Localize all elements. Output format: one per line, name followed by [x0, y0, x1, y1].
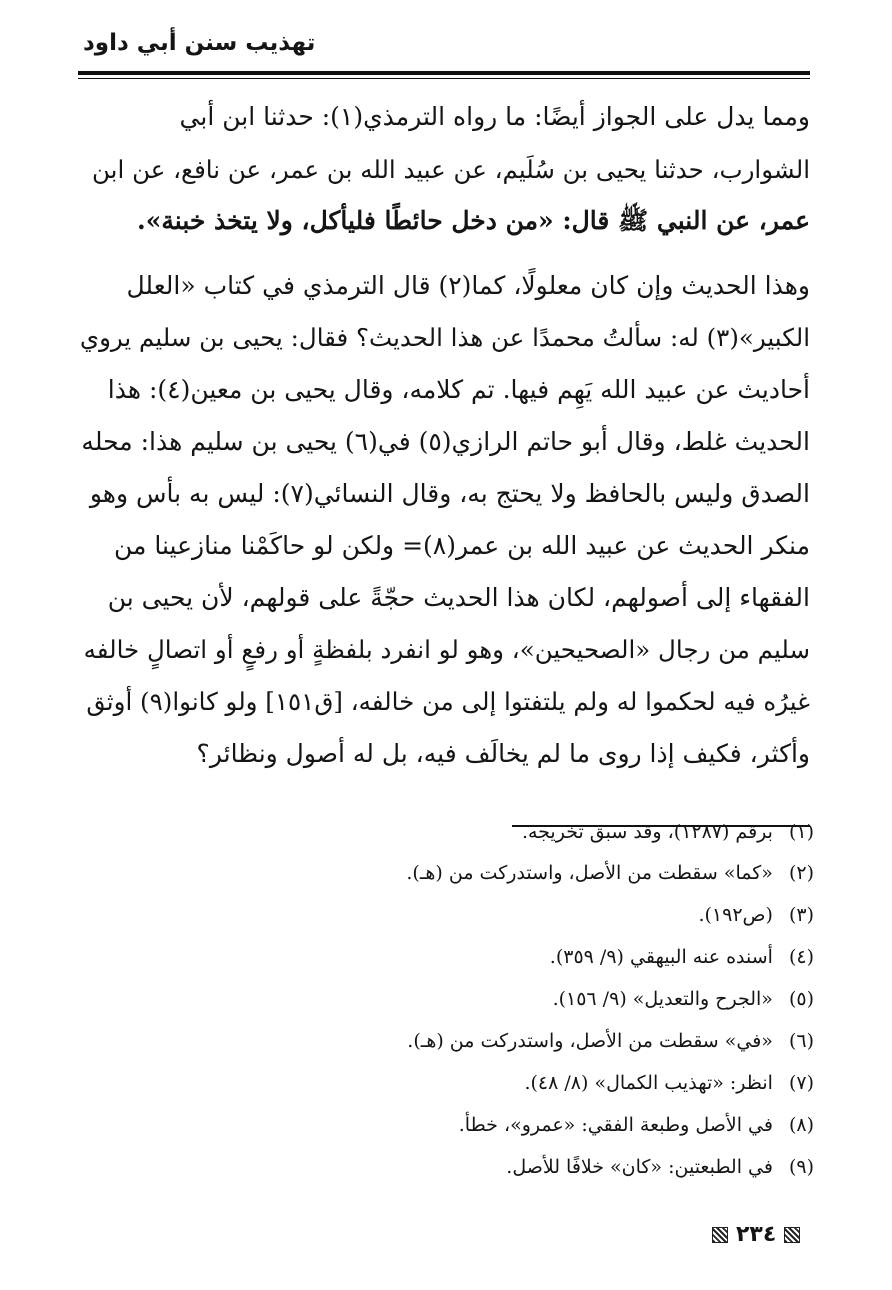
running-title: تهذيب سنن أبي داود — [83, 30, 316, 56]
footnote-text: «كما» سقطت من الأصل، واستدركت من (هـ). — [406, 862, 773, 884]
footnote-text: في الطبعتين: «كان» خلافًا للأصل. — [506, 1156, 773, 1178]
footnote-text: (ص١٩٢). — [698, 904, 773, 926]
footnote-text: في الأصل وطبعة الفقي: «عمرو»، خطأ. — [458, 1114, 773, 1136]
footnote — [522, 817, 814, 847]
footnote-number: (١) — [788, 821, 814, 843]
footnote-text: «في» سقطت من الأصل، واستدركت من (هـ). — [407, 1030, 773, 1052]
footnote — [550, 942, 814, 972]
body-line: أحاديث عن عبيد الله يَهِم فيها. تم كلامه، وقال يحيى بن معين(٤): هذا — [107, 375, 810, 404]
page-footer — [710, 1222, 802, 1247]
footnote-text: انظر: «تهذيب الكمال» (٨/ ٤٨). — [524, 1072, 773, 1094]
body-line: الفقهاء إلى أصولهم، لكان هذا الحديث حجّةً على قولهم، لأن يحيى بن — [107, 583, 810, 612]
footnote-text: «الجرح والتعديل» (٩/ ١٥٦). — [552, 988, 773, 1010]
footnote — [524, 1068, 814, 1098]
footnote — [506, 1152, 814, 1182]
footnote-number: (٥) — [788, 988, 814, 1010]
footnote — [407, 1026, 814, 1056]
body-line: الحديث غلط، وقال أبو حاتم الرازي(٥) في(٦) يحيى بن سليم هذا: محله — [81, 427, 810, 456]
body-line: الصدق وليس بالحافظ ولا يحتج به، وقال النسائي(٧): ليس به بأس وهو — [89, 479, 810, 508]
footnote — [459, 1110, 814, 1140]
footnote — [698, 900, 814, 930]
header-rule-thick — [78, 71, 810, 75]
footnote-number: (٧) — [788, 1072, 814, 1094]
ornament-icon — [782, 1225, 802, 1245]
footnote-number: (٤) — [788, 946, 814, 968]
body-line: غيرُه فيه لحكموا له ولم يلتفتوا إلى من خالفه، [ق١٥١] ولو كانوا(٩) أوثق — [86, 687, 810, 716]
footnote-text: أسنده عنه البيهقي (٩/ ٣٥٩). — [549, 946, 773, 968]
body-line: منكر الحديث عن عبيد الله بن عمر(٨)= ولكن لو حاكَمْنا منازعينا من — [114, 531, 810, 560]
body-line: الكبير»(٣) له: سألتُ محمدًا عن هذا الحديث؟ فقال: يحيى بن سليم يروي — [79, 323, 810, 352]
body-line: الشوارب، حدثنا يحيى بن سُلَيم، عن عبيد الله بن عمر، عن نافع، عن ابن — [92, 155, 810, 184]
body-line: وهذا الحديث وإن كان معلولًا، كما(٢) قال الترمذي في كتاب «العلل — [126, 271, 810, 300]
page-number: ٢٣٤ — [736, 1222, 777, 1247]
body-line: وأكثر، فكيف إذا روى ما لم يخالَف فيه، بل له أصول ونظائر؟ — [196, 739, 810, 768]
header-rule-thin — [78, 78, 810, 79]
body-line: ومما يدل على الجواز أيضًا: ما رواه الترمذي(١): حدثنا ابن أبي — [179, 102, 810, 131]
ornament-icon — [710, 1225, 730, 1245]
footnote-number: (٨) — [788, 1114, 814, 1136]
body-line: سليم من رجال «الصحيحين»، وهو لو انفرد بلفظةٍ أو رفعٍ أو اتصالٍ خالفه — [83, 635, 810, 664]
footnote-number: (٩) — [788, 1156, 814, 1178]
footnote-text: برقم (١٢٨٧)، وقد سبق تخريجه. — [521, 821, 773, 843]
footnote-number: (٢) — [788, 862, 814, 884]
footnote-number: (٣) — [788, 904, 814, 926]
footnote — [553, 984, 814, 1014]
body-line: عمر، عن النبي ﷺ قال: «من دخل حائطًا فليأكل، ولا يتخذ خبنة». — [137, 206, 810, 235]
footnote — [406, 858, 814, 888]
footnote-number: (٦) — [788, 1030, 814, 1052]
